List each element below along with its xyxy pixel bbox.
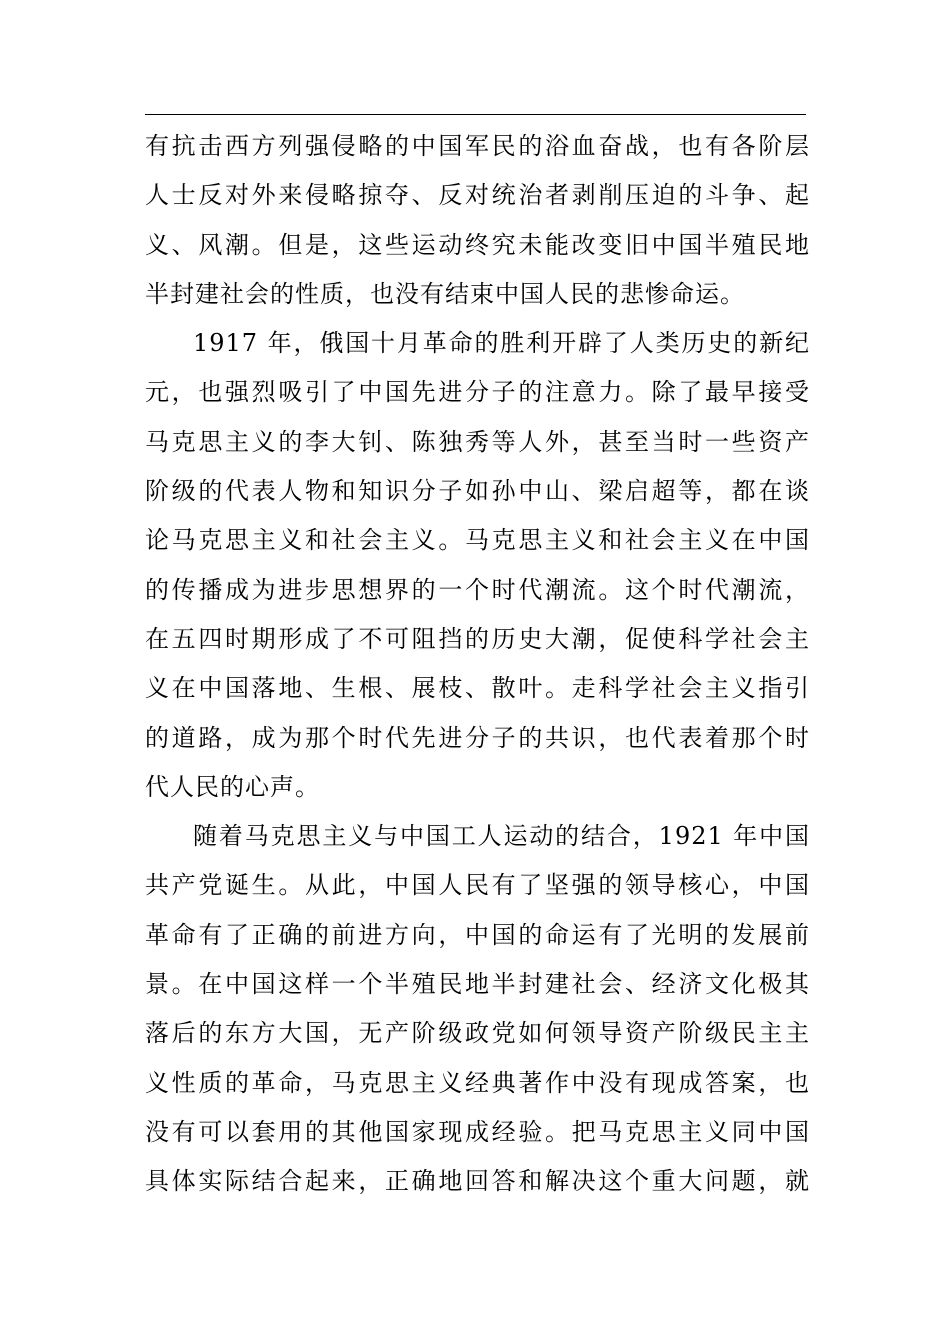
text-line: 落后的东方大国，无产阶级政党如何领导资产阶级民主主	[145, 1019, 810, 1048]
text-line: 论马克思主义和社会主义。马克思主义和社会主义在中国	[145, 526, 810, 555]
header-rule	[145, 114, 806, 115]
text-line: 人士反对外来侵略掠夺、反对统治者剥削压迫的斗争、起	[145, 181, 810, 210]
text-line: 共产党诞生。从此，中国人民有了坚强的领导核心，中国	[145, 871, 810, 900]
text-line: 没有可以套用的其他国家现成经验。把马克思主义同中国	[145, 1117, 810, 1146]
text-line: 具体实际结合起来，正确地回答和解决这个重大问题，就	[145, 1167, 810, 1196]
text-line: 在五四时期形成了不可阻挡的历史大潮，促使科学社会主	[145, 624, 810, 653]
text-line: 元，也强烈吸引了中国先进分子的注意力。除了最早接受	[145, 378, 810, 407]
text-line: 半封建社会的性质，也没有结束中国人民的悲惨命运。	[145, 279, 745, 308]
text-line: 随着马克思主义与中国工人运动的结合，1921 年中国	[193, 822, 810, 851]
text-line: 义、风潮。但是，这些运动终究未能改变旧中国半殖民地	[145, 230, 810, 259]
text-line: 阶级的代表人物和知识分子如孙中山、梁启超等，都在谈	[145, 477, 810, 506]
text-line: 的道路，成为那个时代先进分子的共识，也代表着那个时	[145, 723, 810, 752]
text-line: 革命有了正确的前进方向，中国的命运有了光明的发展前	[145, 920, 810, 949]
text-line: 代人民的心声。	[145, 772, 320, 801]
text-line: 义性质的革命，马克思主义经典著作中没有现成答案，也	[145, 1068, 810, 1097]
text-line: 的传播成为进步思想界的一个时代潮流。这个时代潮流，	[145, 575, 810, 604]
text-line: 有抗击西方列强侵略的中国军民的浴血奋战，也有各阶层	[145, 132, 810, 160]
text-line: 马克思主义的李大钊、陈独秀等人外，甚至当时一些资产	[145, 427, 810, 456]
text-line: 义在中国落地、生根、展枝、散叶。走科学社会主义指引	[145, 674, 810, 703]
text-line: 景。在中国这样一个半殖民地半封建社会、经济文化极其	[145, 970, 810, 999]
text-line: 1917 年，俄国十月革命的胜利开辟了人类历史的新纪	[193, 329, 810, 358]
body-text	[145, 122, 810, 1207]
